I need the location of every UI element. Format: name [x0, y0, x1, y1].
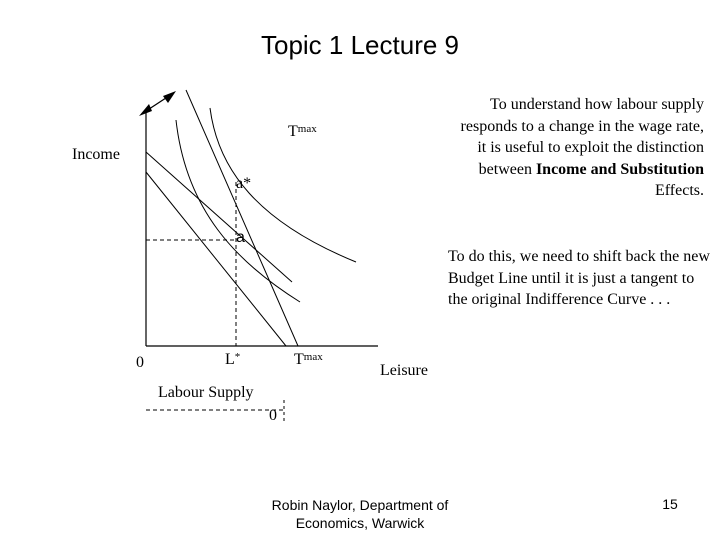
indifference-curve-high: [210, 108, 356, 262]
tmax-top-label: [288, 124, 317, 140]
para1-bold-income: Income and: [535, 160, 617, 178]
page-number: 15: [662, 496, 678, 512]
para1-outro: Effects.: [654, 182, 704, 199]
tmax-axis-sup: max: [303, 351, 323, 363]
tmax-axis-label: [294, 352, 323, 368]
origin-label: 0: [136, 354, 144, 371]
leisure-axis-label: Leisure: [380, 362, 428, 379]
l-star-base: L: [225, 351, 235, 368]
para1-intro: To understand how labour supply responds to a change in the wage rate, it is useful to exploit the distinction between: [460, 96, 704, 178]
l-star-label: [225, 352, 240, 368]
l-star-sup: *: [234, 351, 241, 363]
para1-bold-substitution: Substitution: [620, 160, 704, 178]
original-budget-line: [146, 172, 286, 346]
steep-budget-line: [186, 90, 298, 346]
tmax-top-sup: max: [297, 123, 317, 135]
footer-credit: Robin Naylor, Department of Economics, Warwick: [271, 497, 449, 531]
point-a-label: a: [236, 229, 245, 246]
explanation-paragraph-1: [448, 94, 704, 202]
labour-supply-label: Labour Supply: [158, 384, 254, 401]
tmax-top-base: T: [288, 123, 298, 140]
tmax-axis-base: T: [294, 351, 304, 368]
shift-arrow-head-right: [163, 91, 176, 103]
income-axis-label: Income: [72, 146, 120, 163]
explanation-paragraph-2: To do this, we need to shift back the new Budget Line until it is just a tangent to the original Indifference Curve . . .: [448, 248, 710, 308]
labour-supply-origin-label: 0: [269, 407, 277, 424]
slide-title: Topic 1 Lecture 9: [260, 30, 459, 60]
indifference-curve-low: [176, 120, 300, 302]
point-a-star-label: a*: [236, 175, 252, 192]
